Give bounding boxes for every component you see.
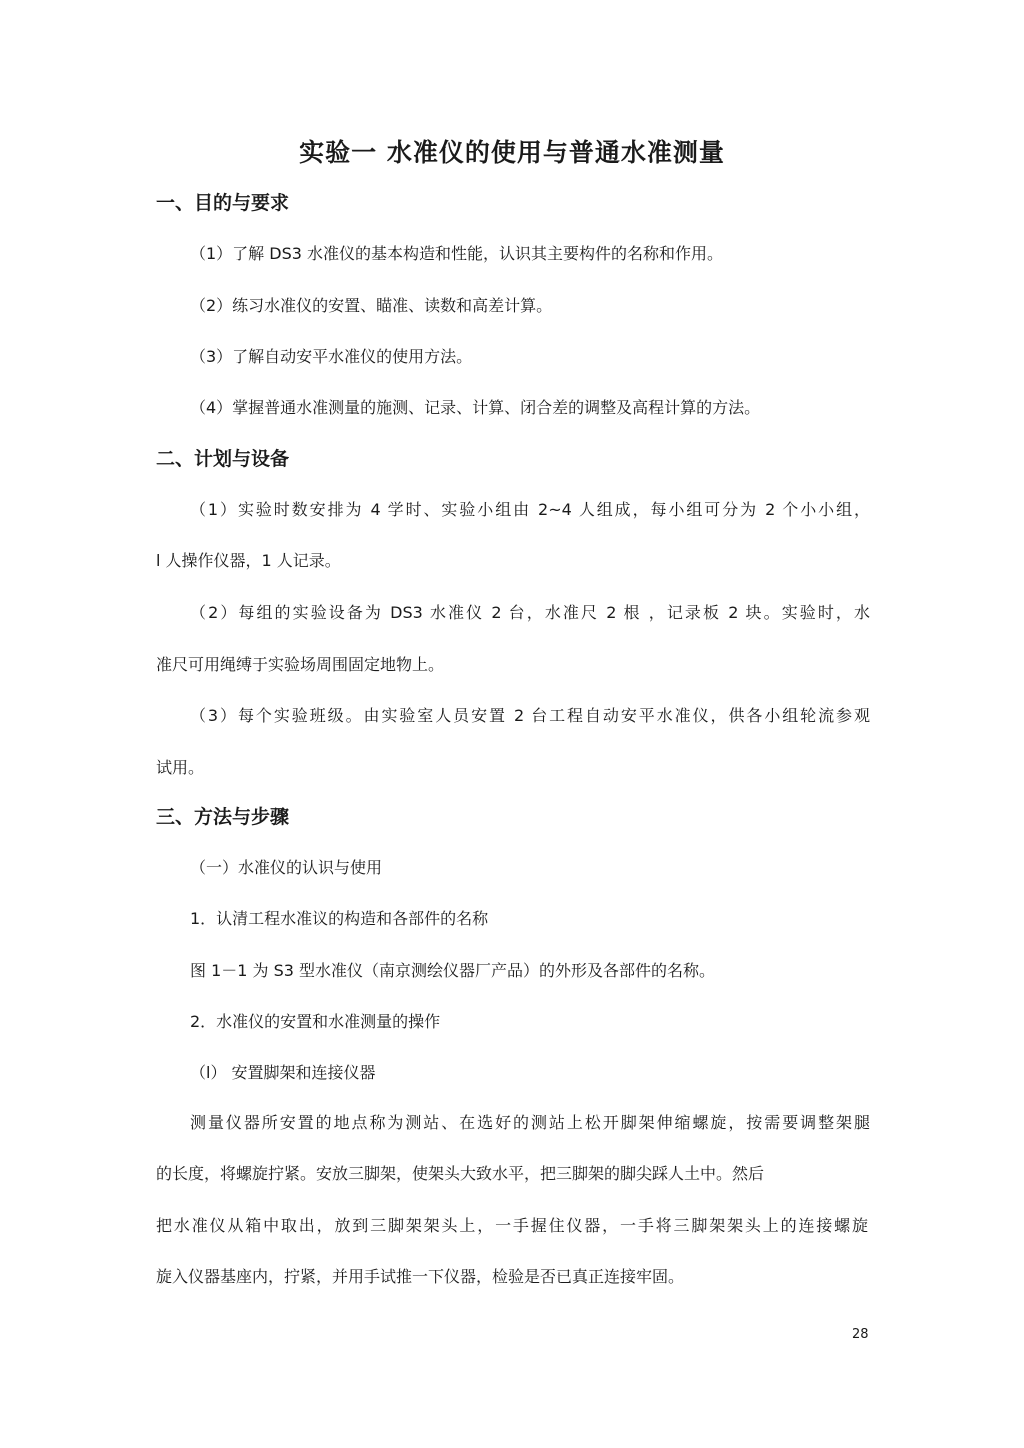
paragraph-line: 1．认清工程水准议的构造和各部件的名称	[190, 909, 489, 928]
paragraph-line: （2）练习水准仪的安置、瞄准、读数和高差计算。	[190, 296, 553, 315]
section-heading-purpose: 一、目的与要求	[156, 192, 290, 214]
paragraph-line: （3）每个实验班级。由实验室人员安置 2 台工程自动安平水准仪，供各小组轮流参观	[190, 706, 870, 725]
paragraph-line: 测量仪器所安置的地点称为测站、在选好的测站上松开脚架伸缩螺旋，按需要调整架腿	[190, 1113, 870, 1132]
paragraph-line: 图 1－1 为 S3 型水准仪（南京测绘仪器厂产品）的外形及各部件的名称。	[190, 961, 716, 980]
paragraph-line: （一）水准仪的认识与使用	[190, 858, 383, 877]
paragraph-line: （4）掌握普通水准测量的施测、记录、计算、闭合差的调整及高程计算的方法。	[190, 398, 761, 417]
page-number: 28	[852, 1327, 869, 1342]
section-heading-plan: 二、计划与设备	[156, 448, 290, 470]
paragraph-line: 旋入仪器基座内，拧紧，并用手试推一下仪器，检验是否已真正连接牢固。	[156, 1267, 685, 1286]
paragraph-line: （1）实验时数安排为 4 学时、实验小组由 2~4 人组成，每小组可分为 2 个小小组，	[190, 500, 870, 519]
paragraph-line: 把水准仪从箱中取出，放到三脚架架头上，一手握住仪器，一手将三脚架架头上的连接螺旋	[156, 1216, 868, 1235]
paragraph-line: （3）了解自动安平水准仪的使用方法。	[190, 347, 473, 366]
section-heading-method: 三、方法与步骤	[156, 806, 290, 828]
paragraph-line: 试用。	[156, 758, 205, 777]
paragraph-line: （1）了解 DS3 水准仪的基本构造和性能，认识其主要构件的名称和作用。	[190, 244, 724, 263]
paragraph-line: 准尺可用绳缚于实验场周围固定地物上。	[156, 655, 445, 674]
paragraph-line: （l） 安置脚架和连接仪器	[190, 1063, 376, 1082]
page-title: 实验一 水准仪的使用与普通水准测量	[299, 138, 725, 167]
paragraph-line: （2）每组的实验设备为 DS3 水准仪 2 台，水准尺 2 根 ，记录板 2 块。实验时，水	[190, 603, 870, 622]
paragraph-line: 的长度，将螺旋拧紧。安放三脚架，使架头大致水平，把三脚架的脚尖踩人土中。然后	[156, 1164, 765, 1183]
paragraph-line: 2．水准仪的安置和水准测量的操作	[190, 1012, 441, 1031]
paragraph-line: l 人操作仪器，1 人记录。	[156, 551, 341, 570]
